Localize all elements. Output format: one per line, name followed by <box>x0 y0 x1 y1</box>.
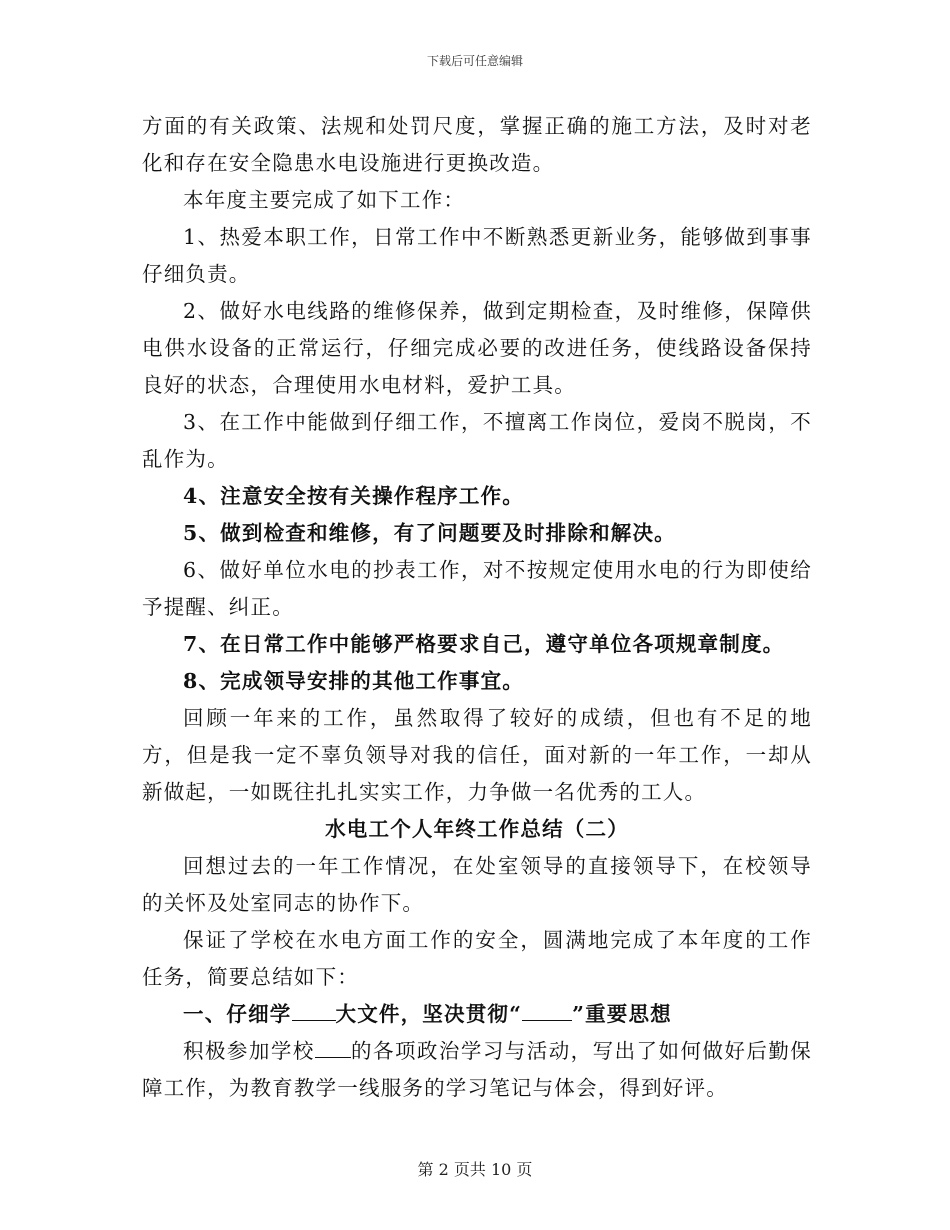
paragraph-part: 的各项政治学习与活动，写出了如何做好后勤保障工作，为教育教学一线服务的学习笔记与体会，得到好评。 <box>142 1039 812 1100</box>
blank-underline <box>522 1020 572 1021</box>
list-item: 7、在日常工作中能够严格要求自己，遵守单位各项规章制度。 <box>183 632 785 656</box>
heading-part: ”重要思想 <box>572 1002 672 1026</box>
page-header: 下载后可任意编辑 <box>426 54 523 68</box>
list-item: 5、做到检查和维修，有了问题要及时排除和解决。 <box>183 521 676 545</box>
heading-part: 大文件，坚决贯彻“ <box>335 1002 523 1026</box>
list-item: 8、完成领导安排的其他工作事宜。 <box>183 669 524 693</box>
section-title: 水电工个人年终工作总结（二） <box>325 817 629 841</box>
list-item: 1、热爱本职工作，日常工作中不断熟悉更新业务，能够做到事事仔细负责。 <box>142 225 812 286</box>
section-heading <box>142 996 812 1033</box>
list-item: 2、做好水电线路的维修保养，做到定期检查，及时维修，保障供电供水设备的正常运行，仔细完成必要的改进任务，使线路设备保持良好的状态，合理使用水电材料，爱护工具。 <box>142 299 812 397</box>
document-body <box>142 108 812 1107</box>
paragraph-part: 积极参加学校 <box>183 1039 315 1063</box>
heading-part: 一、仔细学 <box>183 1002 292 1026</box>
paragraph: 保证了学校在水电方面工作的安全，圆满地完成了本年度的工作任务，简要总结如下： <box>142 928 812 989</box>
paragraph: 回顾一年来的工作，虽然取得了较好的成绩，但也有不足的地方，但是我一定不辜负领导对我的信任，面对新的一年工作，一却从新做起，一如既往扎扎实实工作，力争做一名优秀的工人。 <box>142 706 812 804</box>
blank-underline <box>292 1020 336 1021</box>
paragraph: 方面的有关政策、法规和处罚尺度，掌握正确的施工方法，及时对老化和存在安全隐患水电设施进行更换改造。 <box>142 114 812 175</box>
paragraph: 回想过去的一年工作情况，在处室领导的直接领导下，在校领导的关怀及处室同志的协作下。 <box>142 854 812 915</box>
paragraph: 本年度主要完成了如下工作： <box>183 188 466 212</box>
paragraph <box>142 1033 812 1107</box>
page-footer: 第 2 页共 10 页 <box>417 1160 533 1179</box>
blank-underline <box>315 1057 351 1058</box>
list-item: 3、在工作中能做到仔细工作，不擅离工作岗位，爱岗不脱岗，不乱作为。 <box>142 410 812 471</box>
list-item: 4、注意安全按有关操作程序工作。 <box>183 484 524 508</box>
list-item: 6、做好单位水电的抄表工作，对不按规定使用水电的行为即使给予提醒、纠正。 <box>142 558 812 619</box>
